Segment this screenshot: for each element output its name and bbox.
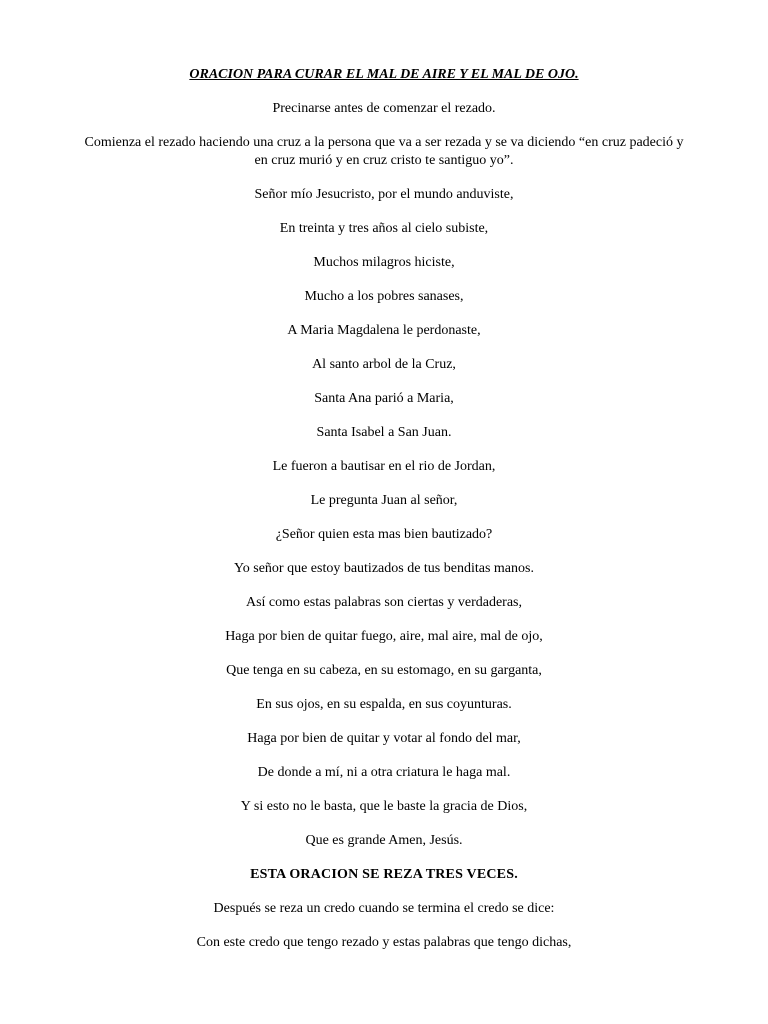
prayer-line: A Maria Magdalena le perdonaste,: [287, 323, 481, 338]
repeat-heading: ESTA ORACION SE REZA TRES VECES.: [250, 867, 518, 882]
prayer-line: Muchos milagros hiciste,: [313, 255, 455, 270]
instruction-paragraph: Comienza el rezado haciendo una cruz a la persona que va a ser rezada y se va diciendo “en cruz padeció y en cruz murió y en cruz cristo te santiguo yo”.: [84, 135, 684, 168]
document-body: [80, 66, 688, 968]
prayer-line: ¿Señor quien esta mas bien bautizado?: [275, 527, 493, 542]
prayer-line: Haga por bien de quitar fuego, aire, mal aire, mal de ojo,: [225, 629, 543, 644]
prayer-line: Le pregunta Juan al señor,: [310, 493, 458, 508]
prayer-line: Yo señor que estoy bautizados de tus benditas manos.: [234, 561, 534, 576]
after-line: Después se reza un credo cuando se termina el credo se dice:: [213, 901, 555, 916]
prayer-line: Y si esto no le basta, que le baste la gracia de Dios,: [240, 799, 528, 814]
prayer-line: Así como estas palabras son ciertas y verdaderas,: [245, 595, 522, 610]
prayer-line: Santa Ana parió a Maria,: [314, 391, 454, 406]
document-title: ORACION PARA CURAR EL MAL DE AIRE Y EL MAL DE OJO.: [189, 67, 579, 82]
prayer-line: Que tenga en su cabeza, en su estomago, en su garganta,: [226, 663, 542, 678]
intro-paragraph: Precinarse antes de comenzar el rezado.: [272, 101, 496, 116]
prayer-line: Que es grande Amen, Jesús.: [305, 833, 463, 848]
prayer-line: De donde a mí, ni a otra criatura le haga mal.: [257, 765, 511, 780]
prayer-line: Al santo arbol de la Cruz,: [312, 357, 456, 372]
prayer-line: En treinta y tres años al cielo subiste,: [279, 221, 489, 236]
prayer-line: En sus ojos, en su espalda, en sus coyunturas.: [256, 697, 512, 712]
prayer-line: Señor mío Jesucristo, por el mundo anduviste,: [254, 187, 514, 202]
prayer-line: Mucho a los pobres sanases,: [304, 289, 464, 304]
after-line: Con este credo que tengo rezado y estas palabras que tengo dichas,: [196, 935, 572, 950]
prayer-line: Le fueron a bautisar en el rio de Jordan,: [272, 459, 496, 474]
prayer-line: Santa Isabel a San Juan.: [316, 425, 452, 440]
prayer-line: Haga por bien de quitar y votar al fondo del mar,: [247, 731, 521, 746]
